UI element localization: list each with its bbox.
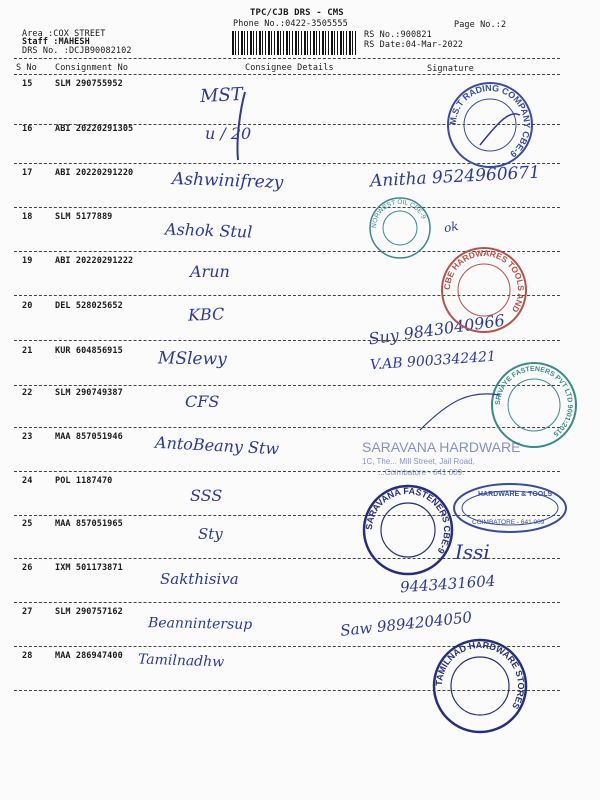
row-number: 18	[22, 212, 33, 222]
svg-text:SARAVANA HARDWARE: SARAVANA HARDWARE	[362, 439, 521, 455]
saravana-fasteners-stamp	[364, 486, 452, 574]
row-divider	[14, 690, 560, 691]
row-divider	[14, 207, 560, 208]
svg-text:CBE HARDWARES TOOLS AND: CBE HARDWARES TOOLS AND	[441, 247, 527, 315]
row-number: 21	[22, 346, 33, 356]
row-number: 15	[22, 79, 33, 89]
consignee-handwriting: Beannintersup	[147, 615, 253, 633]
svg-text:NORWEST OIL CBE-9: NORWEST OIL CBE-9	[370, 198, 427, 229]
drs-number: DRS No. :DCJB90082102	[22, 46, 132, 56]
svg-text:SRIVAYE FASTENERS PVT LTD 9001: SRIVAYE FASTENERS PVT LTD 9001:2015	[494, 365, 574, 438]
consignment-number: SLM 290749387	[55, 388, 123, 398]
report-title: TPC/CJB DRS - CMS	[250, 8, 344, 18]
col-header-sno: S No	[16, 63, 37, 73]
consignment-number: SLM 5177889	[55, 212, 113, 222]
consignee-handwriting: Ashwinifrezy	[171, 169, 284, 193]
consignment-number: SLM 290757162	[55, 607, 123, 617]
consignee-handwriting: Sty	[198, 525, 223, 543]
consignee-handwriting: Tamilnadhw	[137, 651, 225, 671]
consignee-handwriting: Ashok Stul	[164, 219, 253, 242]
consignment-number: ABI 20220291220	[55, 168, 134, 178]
consignment-number: ABI 20220291222	[55, 256, 134, 266]
row-divider	[14, 385, 560, 386]
consignment-number: MAA 857051946	[55, 432, 123, 442]
row-divider	[14, 602, 560, 603]
area-label: Area :COX STREET	[22, 29, 106, 39]
row-divider	[14, 251, 560, 252]
row-number: 19	[22, 256, 33, 266]
col-header-consignment: Consignment No	[55, 63, 129, 73]
row-divider	[14, 515, 560, 516]
consignee-handwriting: Arun	[190, 262, 230, 281]
signature-stroke	[480, 114, 520, 145]
row-divider	[14, 427, 560, 428]
row-divider	[14, 295, 560, 296]
phone-number: Phone No.:0422-3505555	[233, 19, 348, 29]
row-number: 25	[22, 519, 33, 529]
consignee-handwriting: MSlewy	[157, 348, 227, 370]
row-number: 26	[22, 563, 33, 573]
srivaye-fasteners-stamp	[492, 363, 576, 447]
svg-text:SARAVANA FASTENERS CBE-9: SARAVANA FASTENERS CBE-9	[363, 485, 453, 556]
consignment-number: ABI 20220291305	[55, 124, 134, 134]
recipient-signature: Suy 9843040966	[367, 310, 506, 349]
row-divider	[14, 340, 560, 341]
tamilnad-hardware-stamp	[434, 640, 526, 732]
consignee-handwriting: KBC	[187, 304, 225, 325]
recipient-signature: Issi	[455, 540, 490, 564]
staff-label: Staff :MAHESH	[22, 37, 90, 47]
consignee-handwriting: AntoBeany Stw	[154, 432, 280, 459]
row-number: 24	[22, 476, 33, 486]
recipient-signature: 9443431604	[399, 571, 496, 597]
header-divider-bottom	[14, 74, 560, 75]
row-divider	[14, 471, 560, 472]
recipient-signature: Anitha 9524960671	[369, 162, 541, 192]
svg-text:TAMILNAD HARDWARE STORES: TAMILNAD HARDWARE STORES	[433, 639, 527, 711]
consignee-handwriting: u / 20	[205, 124, 252, 143]
consignment-number: SLM 290755952	[55, 79, 123, 89]
hardware-tools-oval-stamp	[454, 484, 566, 532]
row-divider	[14, 558, 560, 559]
row-number: 20	[22, 301, 33, 311]
recipient-signature: Saw 9894204050	[339, 608, 473, 640]
signature-stroke	[420, 394, 500, 430]
svg-text:M.S.T RADING COMPANY CBE-9: M.S.T RADING COMPANY CBE-9	[447, 82, 533, 160]
row-divider	[14, 646, 560, 647]
svg-text:1C, The... Mill Street, Jail R: 1C, The... Mill Street, Jail Road,	[362, 457, 475, 466]
row-number: 27	[22, 607, 33, 617]
consignment-number: MAA 857051965	[55, 519, 123, 529]
consignee-handwriting: SSS	[190, 486, 223, 505]
rs-date: RS Date:04-Mar-2022	[364, 40, 464, 50]
consignee-handwriting: MST	[199, 83, 244, 108]
rs-number: RS No.:900821	[364, 30, 432, 40]
consignee-handwriting: CFS	[185, 392, 220, 411]
row-number: 17	[22, 168, 33, 178]
svg-text:...Coimbatore - 641 009.: ...Coimbatore - 641 009.	[378, 468, 465, 477]
recipient-signature: ok	[442, 218, 460, 236]
row-number: 23	[22, 432, 33, 442]
row-number: 16	[22, 124, 33, 134]
recipient-signature: V.AB 9003342421	[369, 348, 497, 374]
row-divider	[14, 163, 560, 164]
col-header-signature: Signature	[427, 64, 474, 74]
barcode	[232, 31, 356, 55]
svg-text:COIMBATORE - 641 009: COIMBATORE - 641 009	[472, 519, 545, 526]
consignment-number: DEL 528025652	[55, 301, 123, 311]
row-number: 22	[22, 388, 33, 398]
col-header-consignee: Consignee Details	[245, 63, 334, 73]
page-number: Page No.:2	[454, 20, 507, 30]
consignment-number: POL 1187470	[55, 476, 113, 486]
consignment-number: KUR 604856915	[55, 346, 123, 356]
consignment-number: IXM 501173871	[55, 563, 123, 573]
header-divider-top	[14, 58, 560, 59]
svg-text:HARDWARE & TOOLS: HARDWARE & TOOLS	[478, 491, 553, 498]
consignee-handwriting: Sakthisiva	[160, 570, 239, 588]
consignment-number: MAA 286947400	[55, 651, 123, 661]
row-number: 28	[22, 651, 33, 661]
